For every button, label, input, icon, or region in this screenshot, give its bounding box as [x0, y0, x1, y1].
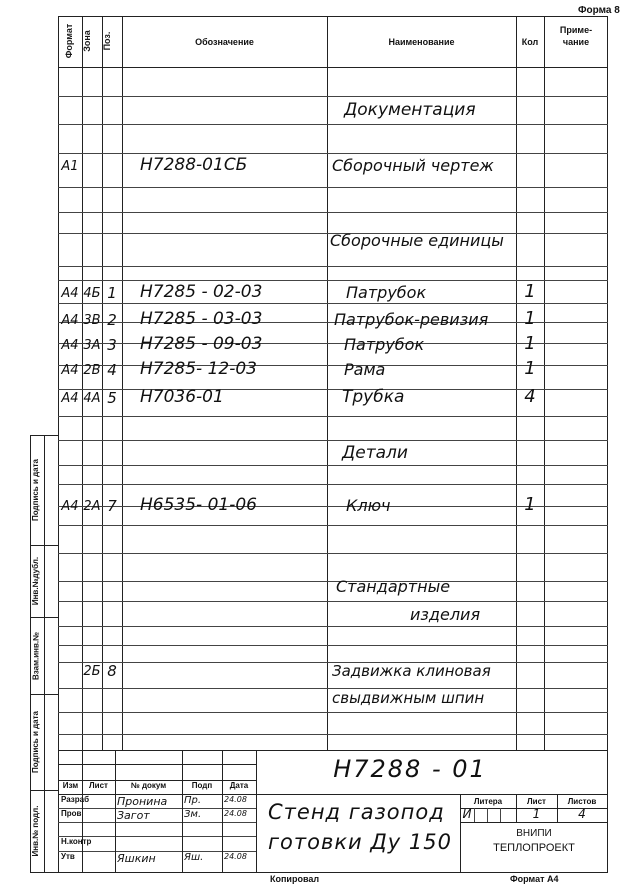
- row-name: Трубка: [342, 387, 405, 407]
- role-label: Утв: [61, 852, 75, 861]
- role-label: Н.контр: [61, 837, 92, 846]
- row-qty: 1: [524, 494, 536, 515]
- litera-label: Литера: [473, 797, 503, 806]
- row-format: А4: [61, 499, 79, 514]
- row-zone: 2Б: [83, 664, 101, 679]
- header-note: Приме- чание: [559, 25, 593, 47]
- col-sign: Подп: [191, 781, 213, 790]
- side-label: Подпись и дата: [31, 459, 40, 521]
- litera-value: И: [462, 807, 472, 821]
- row-designation: Н7285 - 03-03: [140, 309, 263, 329]
- header-format: Формат: [64, 23, 74, 59]
- footer-format: Формат А4: [510, 874, 559, 884]
- sheet-label: Лист: [527, 797, 546, 806]
- side-label: Инв.№ подл.: [31, 805, 40, 857]
- row-format: А1: [61, 159, 79, 174]
- col-izm: Изм: [62, 781, 79, 790]
- row-format: А4: [61, 391, 79, 406]
- row-designation: Н7288-01СБ: [140, 155, 248, 175]
- row-name: Детали: [342, 443, 408, 463]
- row-pos: 1: [107, 284, 117, 302]
- row-name: Задвижка клиновая: [332, 662, 491, 680]
- footer-copied: Копировал: [270, 874, 320, 884]
- row-designation: Н6535- 01-06: [140, 495, 257, 515]
- row-zone: 3А: [83, 338, 101, 353]
- role-date: 24.08: [224, 852, 247, 861]
- row-name: Сборочные единицы: [330, 231, 504, 250]
- header-qty: Кол: [521, 37, 539, 47]
- side-label: Взам.инв.№: [31, 631, 40, 680]
- role-signature: Зм.: [184, 809, 202, 820]
- row-zone: 2В: [83, 363, 101, 378]
- row-name: свыдвижным шпин: [332, 689, 485, 707]
- row-format: А4: [61, 286, 79, 301]
- row-pos: 4: [107, 361, 117, 379]
- header-designation: Обозначение: [195, 37, 254, 47]
- row-name: Стандартные: [336, 577, 451, 596]
- col-list: Лист: [89, 781, 108, 790]
- row-name: Патрубок-ревизия: [334, 310, 489, 329]
- row-format: А4: [61, 363, 79, 378]
- row-pos: 2: [107, 311, 117, 329]
- sheet-value: 1: [532, 807, 541, 821]
- row-format: А4: [61, 313, 79, 328]
- form-label: Форма 8: [578, 5, 620, 16]
- row-pos: 5: [107, 389, 117, 407]
- row-zone: 2А: [83, 499, 101, 514]
- row-designation: Н7285 - 02-03: [140, 282, 263, 302]
- row-name: Рама: [344, 360, 386, 379]
- side-label: Подпись и дата: [31, 711, 40, 773]
- header-pos: Поз.: [102, 31, 112, 51]
- col-date: Дата: [229, 781, 249, 790]
- row-designation: Н7285- 12-03: [140, 359, 257, 379]
- row-qty: 1: [524, 281, 536, 302]
- title-line-2: готовки Ду 150: [268, 830, 452, 854]
- org-line-1: ВНИПИ: [516, 828, 552, 839]
- row-zone: 4Б: [83, 286, 101, 301]
- row-pos: 3: [107, 336, 117, 354]
- row-zone: 3В: [83, 313, 101, 328]
- row-name: Патрубок: [344, 335, 425, 354]
- row-name: Патрубок: [346, 283, 427, 302]
- side-label: Инв.№дубл.: [31, 556, 40, 606]
- row-name: изделия: [410, 605, 481, 624]
- row-qty: 1: [524, 333, 536, 354]
- row-format: А4: [61, 338, 79, 353]
- role-date: 24.08: [224, 795, 247, 804]
- role-label: Пров: [61, 809, 82, 818]
- header-name: Наименование: [388, 37, 455, 47]
- org-line-2: ТЕПЛОПРОЕКТ: [493, 842, 575, 854]
- row-qty: 4: [524, 386, 536, 407]
- row-designation: Н7285 - 09-03: [140, 334, 263, 354]
- row-name: Сборочный чертеж: [332, 156, 494, 175]
- role-signature: Пр.: [184, 795, 202, 806]
- row-qty: 1: [524, 358, 536, 379]
- role-date: 24.08: [224, 809, 247, 818]
- role-signature: Яш.: [184, 852, 204, 863]
- role-label: Разраб: [61, 795, 90, 804]
- sheets-value: 4: [578, 807, 586, 821]
- sheets-label: Листов: [567, 797, 597, 806]
- col-doc: № докум: [130, 781, 167, 790]
- role-surname: Пронина: [117, 795, 168, 808]
- role-surname: Яшкин: [117, 852, 156, 865]
- doc-number: Н7288 - 01: [333, 755, 487, 783]
- row-name: Ключ: [346, 496, 391, 515]
- role-surname: Загот: [117, 809, 150, 822]
- row-designation: Н7036-01: [140, 387, 224, 407]
- row-qty: 1: [524, 308, 536, 329]
- title-line-1: Стенд газопод: [268, 800, 445, 824]
- header-zone: Зона: [82, 30, 92, 52]
- row-zone: 4А: [83, 391, 101, 406]
- row-pos: 8: [107, 662, 117, 680]
- row-pos: 7: [107, 497, 117, 515]
- row-name: Документация: [344, 100, 476, 120]
